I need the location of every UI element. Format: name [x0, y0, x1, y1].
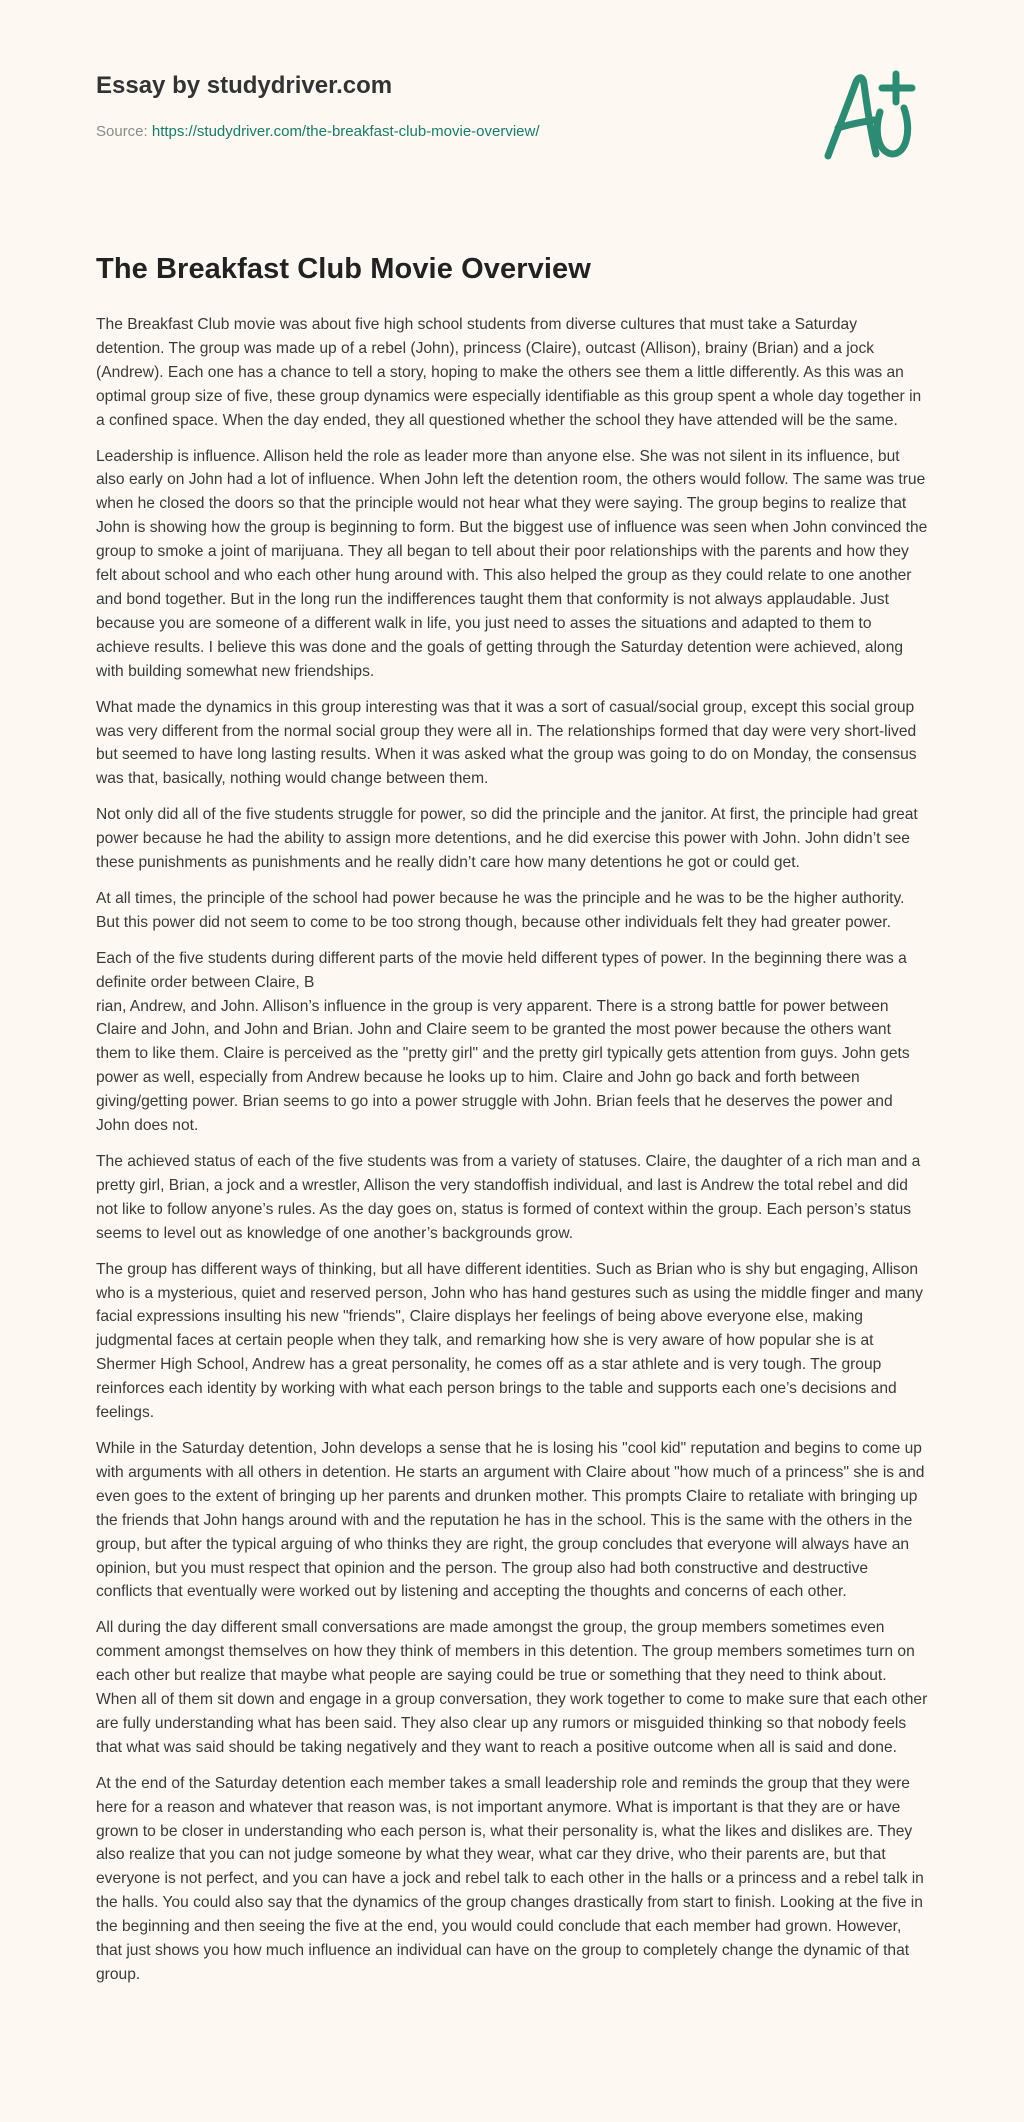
paragraph: The Breakfast Club movie was about five high school students from diverse cultures that must take a Saturday detention. The group was made up of a rebel (John), princess (Claire), outcast (Allison), brainy (Brian) and a jock (Andrew). Each one has a chance to tell a story, hoping to make the others see them a little differently. As this was an optimal group size of five, these group dynamics were especially identifiable as this group spent a whole day together in a confined space. When the day ended, they all questioned whether the school they have attended will be the same.	[96, 316, 922, 429]
essay-title: The Breakfast Club Movie Overview	[96, 253, 591, 285]
paragraph: Leadership is influence. Allison held the role as leader more than anyone else. She was not silent in its influence, but also early on John had a lot of influence. When John left the detention room, the others would follow. The same was true when he closed the doors so that the principle would not hear what they were saying. The group begins to realize that John is showing how the group is beginning to form. But the biggest use of influence was seen when John convinced the group to smoke a joint of marijuana. They all began to tell about their poor relationships with the parents and how they felt about school and who each other hung around with. This also helped the group as they could relate to one another and bond together. But in the long run the indifferences taught them that conformity is not always applaudable. Just because you are someone of a different walk in life, you just need to asses the situations and adapted to them to achieve results. I believe this was done and the goals of getting through the Saturday detention were achieved, along with building somewhat new friendships.	[96, 447, 928, 680]
paragraph: The group has different ways of thinking, but all have different identities. Such as Brian who is shy but engaging, Allison who is a mysterious, quiet and reserved person, John who has hand gestures such as using the middle finger and many facial expressions insulting his new "friends", Claire displays her feelings of being above everyone else, making judgmental faces at certain people when they talk, and remarking how she is very aware of how popular she is at Shermer High School, Andrew has a great personality, he comes off as a star athlete and is very tough. The group reinforces each identity by working with what each person brings to the table and supports each one’s decisions and feelings.	[96, 1260, 923, 1422]
source-label: Source:	[96, 123, 148, 140]
page	[96, 0, 928, 1983]
source-line	[96, 123, 540, 140]
paragraph: What made the dynamics in this group interesting was that it was a sort of casual/social group, except this social group was very different from the normal social group they were all in. The relationships formed that day were very short-lived but seemed to have long lasting results. When it was asked what the group was going to do on Monday, the consensus was that, basically, nothing would change between them.	[96, 698, 917, 788]
essay-body	[96, 313, 928, 1999]
paragraph: Not only did all of the five students struggle for power, so did the principle and the janitor. At first, the principle had great power because he had the ability to assign more detentions, and he did exercise this power with John. John didn’t see these punishments as punishments and he really didn’t care how many detentions he got or could get.	[96, 806, 918, 872]
paragraph: While in the Saturday detention, John develops a sense that he is losing his "cool kid" reputation and begins to come up with arguments with all others in detention. He starts an argument with Claire about "how much of a princess" she is and even goes to the extent of bringing up her parents and drunken mother. This prompts Claire to retaliate with bringing up the friends that John hangs around with and the reputation he has in the school. This is the same with the others in the group, but after the typical arguing of who thinks they are right, the group concludes that everyone will always have an opinion, but you must respect that opinion and the person. The group also had both constructive and destructive conflicts that eventually were worked out by listening and accepting the thoughts and concerns of each other.	[96, 1439, 925, 1601]
paragraph: The achieved status of each of the five students was from a variety of statuses. Claire, the daughter of a rich man and a pretty girl, Brian, a jock and a wrestler, Allison the very standoffish individual, and last is Andrew the total rebel and did not like to follow anyone’s rules. As the day goes on, status is formed of context within the group. Each person’s status seems to level out as knowledge of one another’s backgrounds grow.	[96, 1153, 921, 1242]
paragraph: At the end of the Saturday detention each member takes a small leadership role and reminds the group that they were here for a reason and whatever that reason was, is not important anymore. What is important is that they are or have grown to be closer in understanding who each person is, what their personality is, what the likes and dislikes are. They also realize that you can not judge someone by what they wear, what car they drive, who their parents are, but that everyone is not perfect, and you can have a jock and rebel talk to each other in the halls or a princess and a rebel talk in the halls. You could also say that the dynamics of the group changes drastically from start to finish. Looking at the five in the beginning and then seeing the five at the end, you would could conclude that each member had grown. However, that just shows you how much influence an individual can have on the group to completely change the dynamic of that group.	[96, 1774, 924, 1983]
header	[96, 0, 928, 160]
site-brand: Essay by studydriver.com	[96, 72, 393, 99]
paragraph: At all times, the principle of the school had power because he was the principle and he was to be the higher authority. But this power did not seem to come to be too strong though, because other individuals felt they had greater power.	[96, 889, 905, 931]
a-plus-logo-icon	[816, 62, 926, 172]
paragraph: Each of the five students during different parts of the movie held different types of power. In the beginning there was a definite order between Claire, B rian, Andrew, and John. Allison’s influence in the group is very apparent. There is a strong battle for power between Claire and John, and John and Brian. John and Claire seem to be granted the most power because the others want them to like them. Claire is perceived as the "pretty girl" and the pretty girl typically gets attention from guys. John gets power as well, especially from Andrew because he looks up to him. Claire and John go back and forth between giving/getting power. Brian seems to go into a power struggle with John. Brian feels that he deserves the power and John does not.	[96, 949, 910, 1135]
paragraph: All during the day different small conversations are made amongst the group, the group members sometimes even comment amongst themselves on how they think of members in this detention. The group members sometimes turn on each other but realize that maybe what people are saying could be true or something that they need to think about. When all of them sit down and engage in a group conversation, they work together to come to make sure that each other are fully understanding what has been said. They also clear up any rumors or misguided thinking so that nobody feels that what was said should be taking negatively and they want to reach a positive outcome when all is said and done.	[96, 1619, 928, 1756]
source-link[interactable]: https://studydriver.com/the-breakfast-club-movie-overview/	[151, 123, 540, 140]
